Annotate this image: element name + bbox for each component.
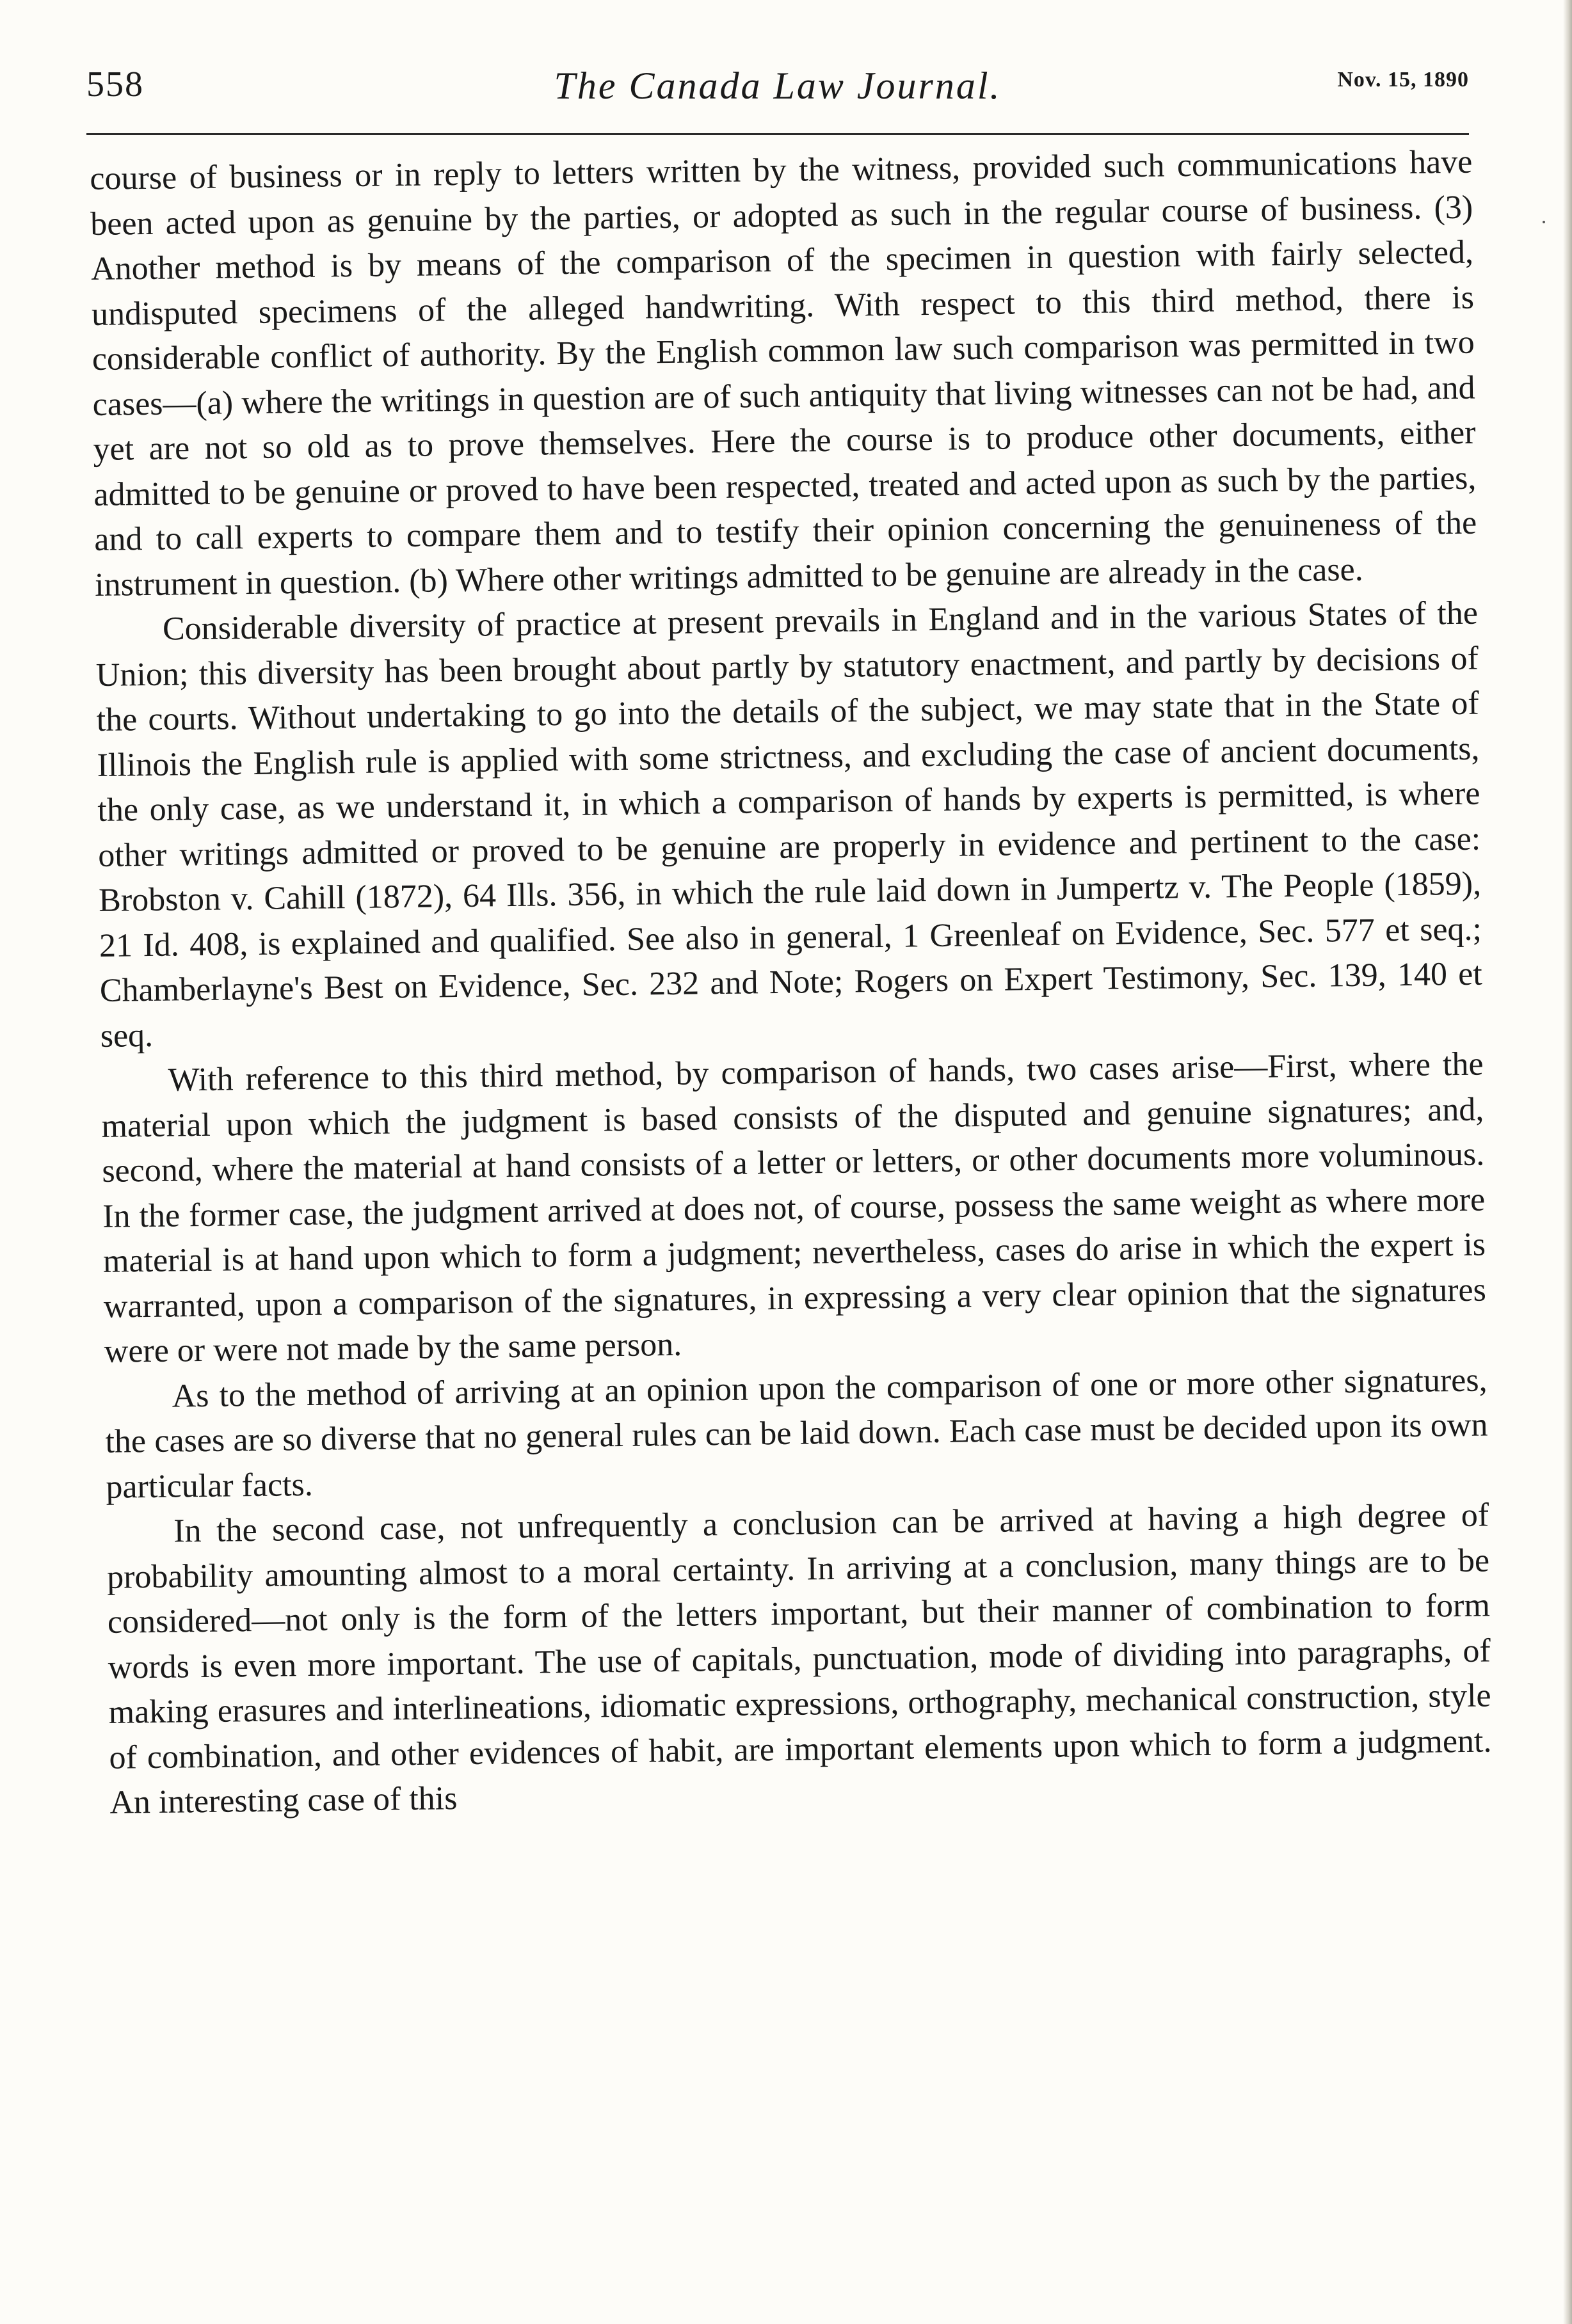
header-rule <box>86 133 1469 135</box>
paragraph-2: Considerable diversity of practice at present prevails in England and in the various States of the Union; this diversity has been brought about partly by statutory enactment, and partly by decisions of the courts. Without undertaking to go into the details of the subject, we may state that in the State of Illinois the English rule is applied with some strictness, and excluding the case of ancient documents, the only case, as we understand it, in which a comparison of hands by experts is permitted, is where other writings admitted or proved to be genuine are properly in evidence and pertinent to the case: Brobston v. Cahill (1872), 64 Ills. 356, in which the rule laid down in Jumpertz v. The People (1859), 21 Id. 408, is explained and qualified. See also in general, 1 Greenleaf on Evidence, Sec. 577 et seq.; Chamberlayne's Best on Evidence, Sec. 232 and Note; Rogers on Expert Testimony, Sec. 139, 140 et seq. <box>95 594 1483 1055</box>
page-edge-shadow <box>1563 0 1572 2324</box>
margin-speck <box>1543 221 1545 223</box>
paragraph-3: With reference to this third method, by comparison of hands, two cases arise—First, where the material upon which the judgment is based consists of the disputed and genuine signatures; and, second, where the material at hand consists of a letter or letters, or other documents more voluminous. In the former case, the judgment arrived at does not, of course, possess the same weight as where more material is at hand upon which to form a judgment; nevertheless, cases do arise in which the expert is warranted, upon a comparison of the signatures, in expressing a very clear opinion that the signatures were or were not made by the same person. <box>101 1046 1487 1370</box>
paragraph-5: In the second case, not unfrequently a conclusion can be arrived at having a high degree of probability amounting almost to a moral certainty. In arriving at a conclusion, many things are to be considered—not only is the form of the letters important, but their manner of combination to form words is even more important. The use of capitals, punctuation, mode of dividing into paragraphs, of making erasures and interlineations, idiomatic expressions, orthography, mechanical construction, style of combination, and other evidences of habit, are important elements upon which to form a judgment. An interesting case of this <box>106 1497 1492 1821</box>
page-header <box>86 64 1469 134</box>
issue-date: Nov. 15, 1890 <box>1337 68 1469 92</box>
paragraph-4: As to the method of arriving at an opinion upon the comparison of one or more other signatures, the cases are so diverse that no general rules can be laid down. Each case must be decided upon its own particular facts. <box>105 1361 1488 1506</box>
article-body <box>90 140 1493 1826</box>
paragraph-1: course of business or in reply to letters written by the witness, provided such communications have been acted upon as genuine by the parties, or adopted as such in the regular course of business. (3) Another method is by means of the comparison of the specimen in question with fairly selected, undisputed specimens of the alleged handwriting. With respect to this third method, there is considerable conflict of authority. By the English common law such comparison was permitted in two cases—(a) where the writings in question are of such antiquity that living witnesses can not be had, and yet are not so old as to prove themselves. Here the course is to produce other documents, either admitted to be genuine or proved to have been respected, treated and acted upon as such by the parties, and to call experts to compare them and to testify their opinion concerning the genuineness of the instrument in question. (b) Where other writings admitted to be genuine are already in the case. <box>90 143 1477 603</box>
page-number: 558 <box>86 65 144 104</box>
journal-title: The Canada Law Journal. <box>554 65 1002 107</box>
